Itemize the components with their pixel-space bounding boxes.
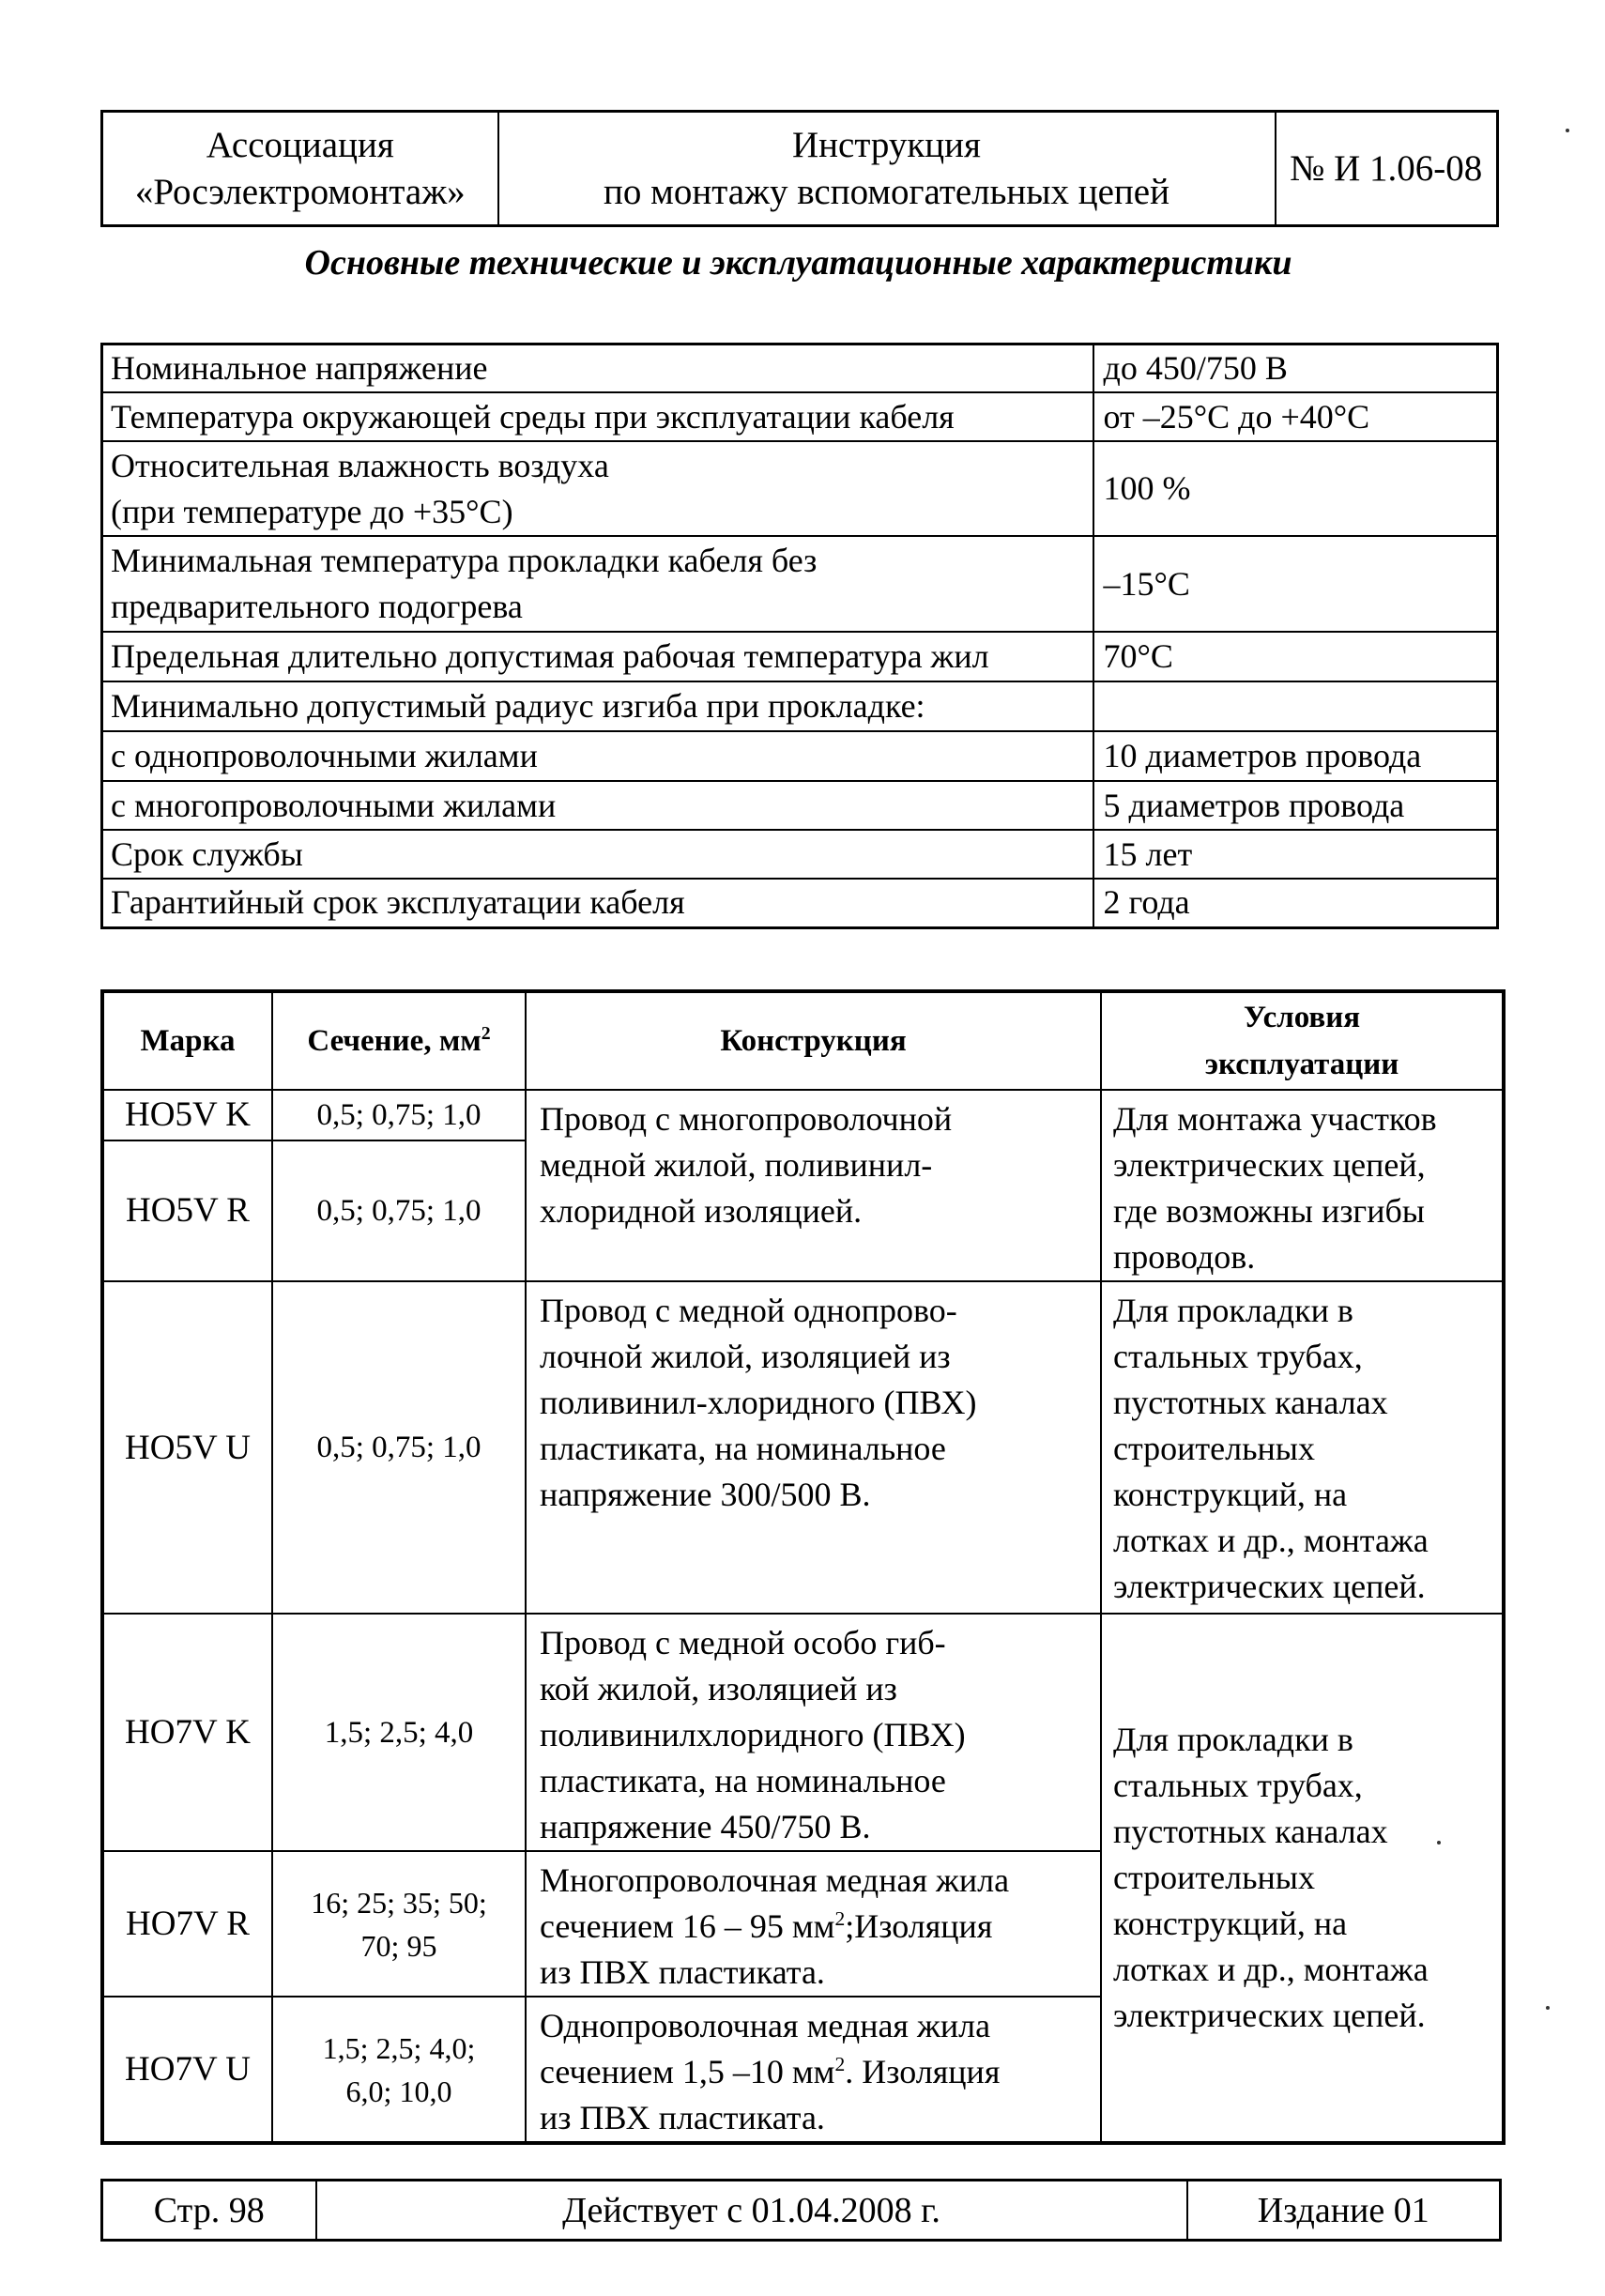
product-conditions: Для прокладки в стальных трубах, пустотных каналах строительных конструкций, на лотках и др., монтажа электрических цепей. xyxy=(1101,1614,1504,2143)
spec-value: от –25°С до +40°С xyxy=(1093,392,1498,441)
spec-param xyxy=(102,536,1093,632)
table-row xyxy=(102,879,1498,927)
product-mark: НО5V R xyxy=(102,1140,272,1281)
effective-date: Действует с 01.04.2008 г. xyxy=(316,2181,1187,2241)
product-mark: НО7V K xyxy=(102,1614,272,1851)
spec-param-line2: предварительного подогрева xyxy=(111,588,523,625)
spec-value: 10 диаметров провода xyxy=(1093,731,1498,781)
table-row xyxy=(102,830,1498,879)
product-conditions: Для монтажа участков электрических цепей, где возможны изгибы проводов. xyxy=(1101,1090,1504,1281)
spec-param: Номинальное напряжение xyxy=(102,344,1093,393)
table-row xyxy=(102,392,1498,441)
document-number: № И 1.06-08 xyxy=(1276,112,1498,226)
column-header-conditions: Условия эксплуатации xyxy=(1101,991,1504,1090)
spec-value: 70°С xyxy=(1093,632,1498,681)
table-row xyxy=(102,1614,1504,1851)
section-title: Основные технические и эксплуатационные характеристики xyxy=(304,243,1292,283)
table-row xyxy=(102,536,1498,632)
product-construction: Провод с медной однопрово- лочной жилой, изоляцией из поливинил-хлоридного (ПВХ) пластиката, на номинальное напряжение 300/500 В. xyxy=(526,1281,1101,1614)
spec-param-line1: Минимальная температура прокладки кабеля без xyxy=(111,542,818,579)
organization-name-line2: «Росэлектромонтаж» xyxy=(134,171,466,212)
product-section: 16; 25; 35; 50; 70; 95 xyxy=(272,1851,526,1997)
spec-param: Гарантийный срок эксплуатации кабеля xyxy=(102,879,1093,927)
table-row xyxy=(102,781,1498,830)
spec-param: с однопроволочными жилами xyxy=(102,731,1093,781)
spec-param: с многопроволочными жилами xyxy=(102,781,1093,830)
scan-speck xyxy=(1437,1841,1441,1844)
page-number: Стр. 98 xyxy=(102,2181,316,2241)
product-section: 0,5; 0,75; 1,0 xyxy=(272,1281,526,1614)
table-row xyxy=(102,344,1498,393)
document-type: Инструкция xyxy=(792,124,981,165)
edition: Издание 01 xyxy=(1187,2181,1501,2241)
spec-value: до 450/750 В xyxy=(1093,344,1498,393)
product-mark: НО7V R xyxy=(102,1851,272,1997)
product-mark: НО7V U xyxy=(102,1997,272,2143)
spec-value: –15°С xyxy=(1093,536,1498,632)
table-row xyxy=(102,441,1498,536)
table-header-row xyxy=(102,991,1504,1090)
spec-value: 2 года xyxy=(1093,879,1498,927)
product-conditions: Для прокладки в стальных трубах, пустотных каналах строительных конструкций, на лотках и др., монтажа электрических цепей. xyxy=(1101,1281,1504,1614)
table-row xyxy=(102,1090,1504,1140)
document-subject: по монтажу вспомогательных цепей xyxy=(604,171,1169,212)
spec-value: 15 лет xyxy=(1093,830,1498,879)
table-row xyxy=(102,1281,1504,1614)
spec-param xyxy=(102,441,1093,536)
product-construction: Однопроволочная медная жила сечением 1,5 –10 $мм^2$. Изоляция из ПВХ пластиката. xyxy=(526,1997,1101,2143)
products-table xyxy=(100,989,1506,2145)
document-header xyxy=(100,110,1499,227)
column-header-mark: Марка xyxy=(102,991,272,1090)
product-construction: Провод с многопроволочной медной жилой, поливинил- хлоридной изоляцией. xyxy=(526,1090,1101,1281)
product-mark: НО5V K xyxy=(102,1090,272,1140)
table-row xyxy=(102,731,1498,781)
spec-param-line2: (при температуре до +35°С) xyxy=(111,492,513,530)
spec-param: Минимально допустимый радиус изгиба при прокладке: xyxy=(102,681,1093,731)
column-header-construction: Конструкция xyxy=(526,991,1101,1090)
spec-value: 100 % xyxy=(1093,441,1498,536)
column-header-section: Сечение, $мм^2$ xyxy=(272,991,526,1090)
spec-param: Срок службы xyxy=(102,830,1093,879)
document-title-cell xyxy=(498,112,1276,226)
scan-speck xyxy=(1566,129,1569,132)
product-construction: Многопроволочная медная жила сечением 16 – 95 $мм^2;Изоляция$ из ПВХ пластиката. xyxy=(526,1851,1101,1997)
spec-param-line1: Относительная влажность воздуха xyxy=(111,446,609,484)
spec-value: 5 диаметров провода xyxy=(1093,781,1498,830)
product-section: 0,5; 0,75; 1,0 xyxy=(272,1140,526,1281)
organization-cell xyxy=(102,112,498,226)
organization-name-line1: Ассоциация xyxy=(206,124,394,165)
document-footer xyxy=(100,2179,1502,2242)
table-row xyxy=(102,681,1498,731)
scan-speck xyxy=(1546,2006,1550,2010)
product-section: 1,5; 2,5; 4,0; 6,0; 10,0 xyxy=(272,1997,526,2143)
table-row xyxy=(102,632,1498,681)
product-section: 1,5; 2,5; 4,0 xyxy=(272,1614,526,1851)
spec-param: Температура окружающей среды при эксплуатации кабеля xyxy=(102,392,1093,441)
spec-param: Предельная длительно допустимая рабочая температура жил xyxy=(102,632,1093,681)
spec-value xyxy=(1093,681,1498,731)
product-construction: Провод с медной особо гиб- кой жилой, изоляцией из поливинилхлоридного (ПВХ) пластиката, на номинальное напряжение 450/750 В. xyxy=(526,1614,1101,1851)
product-section: 0,5; 0,75; 1,0 xyxy=(272,1090,526,1140)
specifications-table xyxy=(100,343,1499,929)
product-mark: НО5V U xyxy=(102,1281,272,1614)
